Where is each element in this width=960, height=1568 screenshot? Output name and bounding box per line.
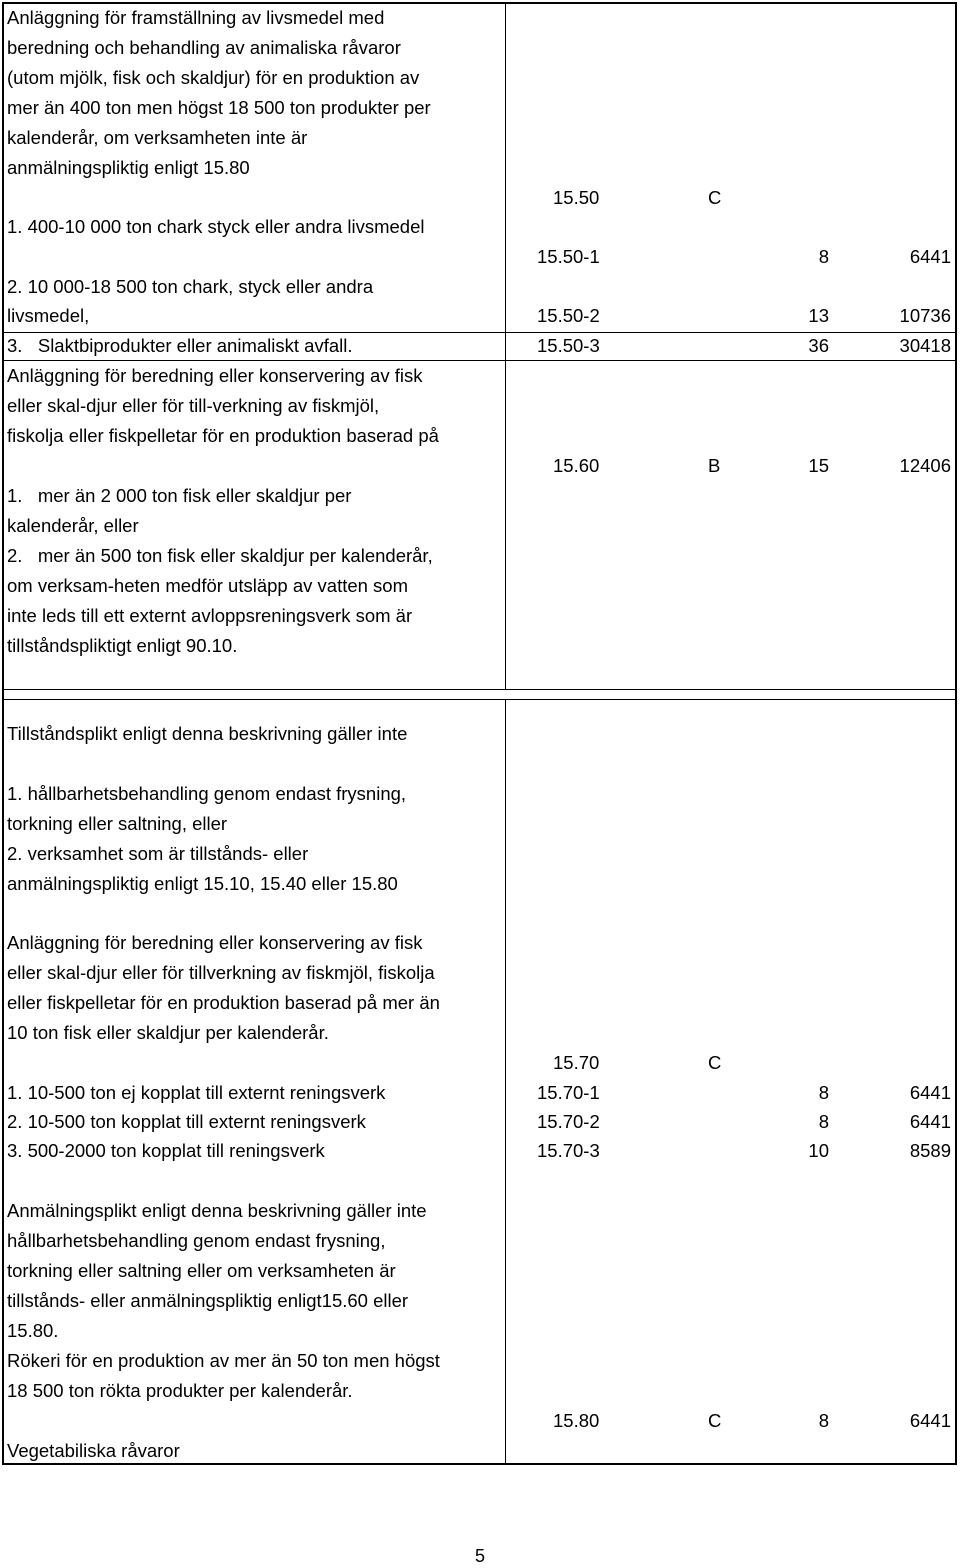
page-number: 5	[474, 1546, 485, 1566]
block-5-line-7: 18 500 ton rökta produkter per kalenderår.	[7, 1380, 353, 1401]
block-1-line-2: beredning och behandling av animaliska råvaror	[7, 37, 401, 58]
document-table	[2, 2, 957, 1465]
row-2-label-1: 2. 10 000-18 500 ton chark, styck eller andra	[7, 276, 374, 297]
block-2-fee: 12406	[899, 455, 951, 476]
row-2-label-2: livsmedel,	[7, 305, 90, 326]
block-2-item-2: kalenderår, eller	[7, 515, 139, 536]
block-1-line-3: (utom mjölk, fisk och skaldjur) för en produktion av	[7, 67, 420, 88]
row-3-level: 36	[808, 335, 829, 356]
row-4-label: 1. 10-500 ton ej kopplat till externt reningsverk	[7, 1082, 386, 1103]
row-1-code: 15.50-1	[537, 246, 600, 267]
row-5-level: 8	[818, 1111, 829, 1132]
row-1-label: 1. 400-10 000 ton chark styck eller andra livsmedel	[7, 216, 425, 237]
block-5-line-5: 15.80.	[7, 1320, 59, 1341]
row-4-fee: 6441	[909, 1082, 951, 1103]
block-2-line-1: Anläggning för beredning eller konservering av fisk	[7, 365, 423, 386]
row-6-label: 3. 500-2000 ton kopplat till reningsverk	[7, 1140, 325, 1161]
block-4-line-4: 10 ton fisk eller skaldjur per kalenderår.	[7, 1022, 329, 1043]
block-2-item-6: tillståndspliktigt enligt 90.10.	[7, 635, 238, 656]
row-3-label: 3. Slaktbiprodukter eller animaliskt avfall.	[7, 335, 353, 356]
block-1-class: C	[708, 187, 722, 208]
block-5-line-6: Rökeri för en produktion av mer än 50 ton men högst	[7, 1350, 440, 1371]
block-5-fee: 6441	[909, 1410, 951, 1431]
block-4-line-2: eller skal-djur eller för tillverkning av fiskmjöl, fiskolja	[7, 962, 435, 983]
block-5-level: 8	[818, 1410, 829, 1431]
row-1-level: 8	[818, 246, 829, 267]
column-divider-2	[505, 699, 506, 1465]
block-3-item-2: torkning eller saltning, eller	[7, 813, 228, 834]
block-5-code: 15.80	[553, 1410, 600, 1431]
row-4-code: 15.70-1	[537, 1082, 600, 1103]
block-2-item-4: om verksam-heten medför utsläpp av vatten som	[7, 575, 409, 596]
block-5-footer: Vegetabiliska råvaror	[7, 1440, 180, 1461]
row-4-level: 8	[818, 1082, 829, 1103]
block-2-code: 15.60	[553, 455, 600, 476]
row-6-fee: 8589	[909, 1140, 951, 1161]
block-1-line-6: anmälningspliktig enligt 15.80	[7, 157, 250, 178]
block-5-line-4: tillstånds- eller anmälningspliktig enligt15.60 eller	[7, 1290, 409, 1311]
row-6-level: 10	[808, 1140, 829, 1161]
block-3-item-1: 1. hållbarhetsbehandling genom endast frysning,	[7, 783, 407, 804]
block-2-line-2: eller skal-djur eller för till-verkning av fiskmjöl,	[7, 395, 380, 416]
row-2-fee: 10736	[899, 305, 951, 326]
block-5-line-3: torkning eller saltning eller om verksamheten är	[7, 1260, 396, 1281]
block-5-line-2: hållbarhetsbehandling genom endast frysning,	[7, 1230, 386, 1251]
block-4-line-1: Anläggning för beredning eller konservering av fisk	[7, 932, 423, 953]
row-3-fee: 30418	[899, 335, 951, 356]
table-border-left	[2, 2, 4, 1465]
row-3-code: 15.50-3	[537, 335, 600, 356]
block-4-class: C	[708, 1052, 722, 1073]
table-border-right	[955, 2, 957, 1465]
block-2-item-1: 1. mer än 2 000 ton fisk eller skaldjur per	[7, 485, 352, 506]
block-3-item-4: anmälningspliktig enligt 15.10, 15.40 eller 15.80	[7, 873, 398, 894]
row-5-fee: 6441	[909, 1111, 951, 1132]
block-4-code: 15.70	[553, 1052, 600, 1073]
block-1-code: 15.50	[553, 187, 600, 208]
block-2-class: B	[708, 455, 721, 476]
block-1-line-4: mer än 400 ton men högst 18 500 ton produkter per	[7, 97, 431, 118]
block-2-item-5: inte leds till ett externt avloppsreningsverk som är	[7, 605, 413, 626]
block-3-item-3: 2. verksamhet som är tillstånds- eller	[7, 843, 309, 864]
row-divider	[2, 689, 957, 690]
row-5-code: 15.70-2	[537, 1111, 600, 1132]
block-2-level: 15	[808, 455, 829, 476]
row-5-label: 2. 10-500 ton kopplat till externt reningsverk	[7, 1111, 366, 1132]
block-1-line-1: Anläggning för framställning av livsmedel med	[7, 7, 385, 28]
row-2-code: 15.50-2	[537, 305, 600, 326]
row-1-fee: 6441	[909, 246, 951, 267]
block-4-line-3: eller fiskpelletar för en produktion baserad på mer än	[7, 992, 440, 1013]
column-divider-1	[505, 2, 506, 689]
block-1-line-5: kalenderår, om verksamheten inte är	[7, 127, 308, 148]
block-3-line-1: Tillståndsplikt enligt denna beskrivning gäller inte	[7, 723, 408, 744]
row-6-code: 15.70-3	[537, 1140, 600, 1161]
block-5-class: C	[708, 1410, 722, 1431]
block-2-line-3: fiskolja eller fiskpelletar för en produktion baserad på	[7, 425, 439, 446]
row-2-level: 13	[808, 305, 829, 326]
row-divider	[2, 699, 957, 700]
block-5-line-1: Anmälningsplikt enligt denna beskrivning gäller inte	[7, 1200, 427, 1221]
block-2-item-3: 2. mer än 500 ton fisk eller skaldjur per kalenderår,	[7, 545, 433, 566]
